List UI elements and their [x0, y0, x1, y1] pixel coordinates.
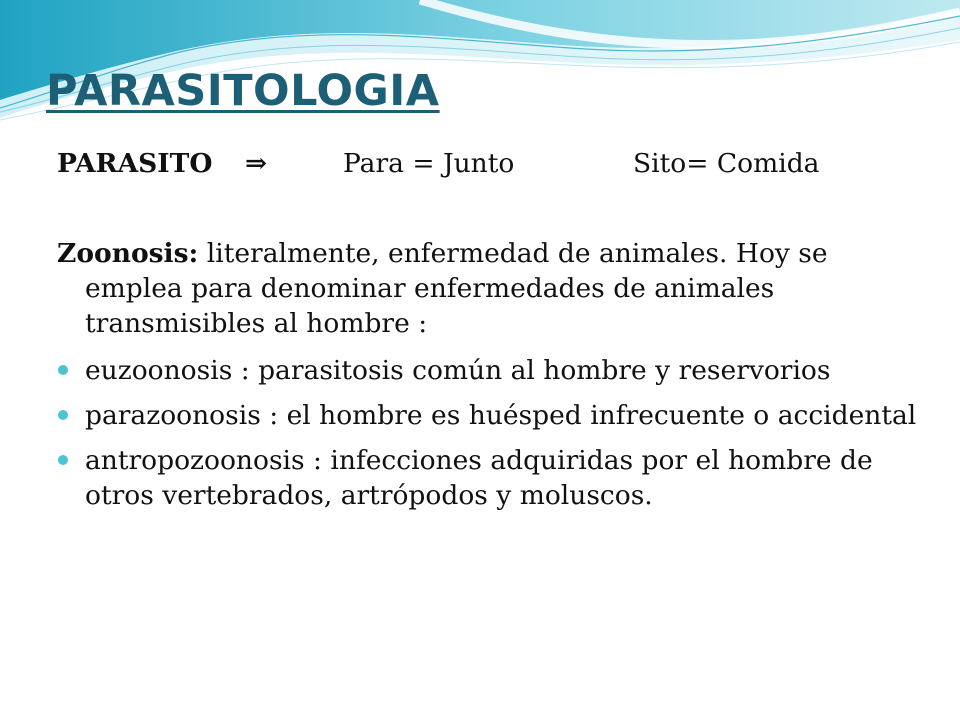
bullet-dot-icon [58, 365, 68, 375]
implies-arrow-icon: ⇒ [245, 148, 268, 179]
list-item [57, 443, 917, 513]
etymology-term: PARASITO [57, 148, 213, 179]
list-item-text: antropozoonosis : infecciones adquiridas por el hombre de otros vertebrados, artrópodos y moluscos. [85, 445, 873, 511]
bullet-dot-icon [58, 410, 68, 420]
etymology-part-1: Para = Junto [343, 148, 515, 179]
list-item-text: parazoonosis : el hombre es huésped infrecuente o accidental [85, 400, 917, 431]
etymology-part-2: Sito= Comida [633, 148, 820, 179]
list-item [57, 398, 917, 433]
etymology-line [57, 140, 917, 184]
slide-content [57, 140, 917, 523]
list-item [57, 353, 917, 388]
zoonosis-definition [57, 236, 917, 341]
bullet-dot-icon [58, 455, 68, 465]
zoonosis-label: Zoonosis: [57, 238, 199, 269]
slide-title: PARASITOLOGIA [46, 66, 440, 116]
zoonosis-text: literalmente, enfermedad de animales. Hoy se emplea para denominar enfermedades de animales transmisibles al hombre : [85, 238, 828, 339]
list-item-text: euzoonosis : parasitosis común al hombre y reservorios [85, 355, 831, 386]
zoonosis-types-list [57, 353, 917, 513]
